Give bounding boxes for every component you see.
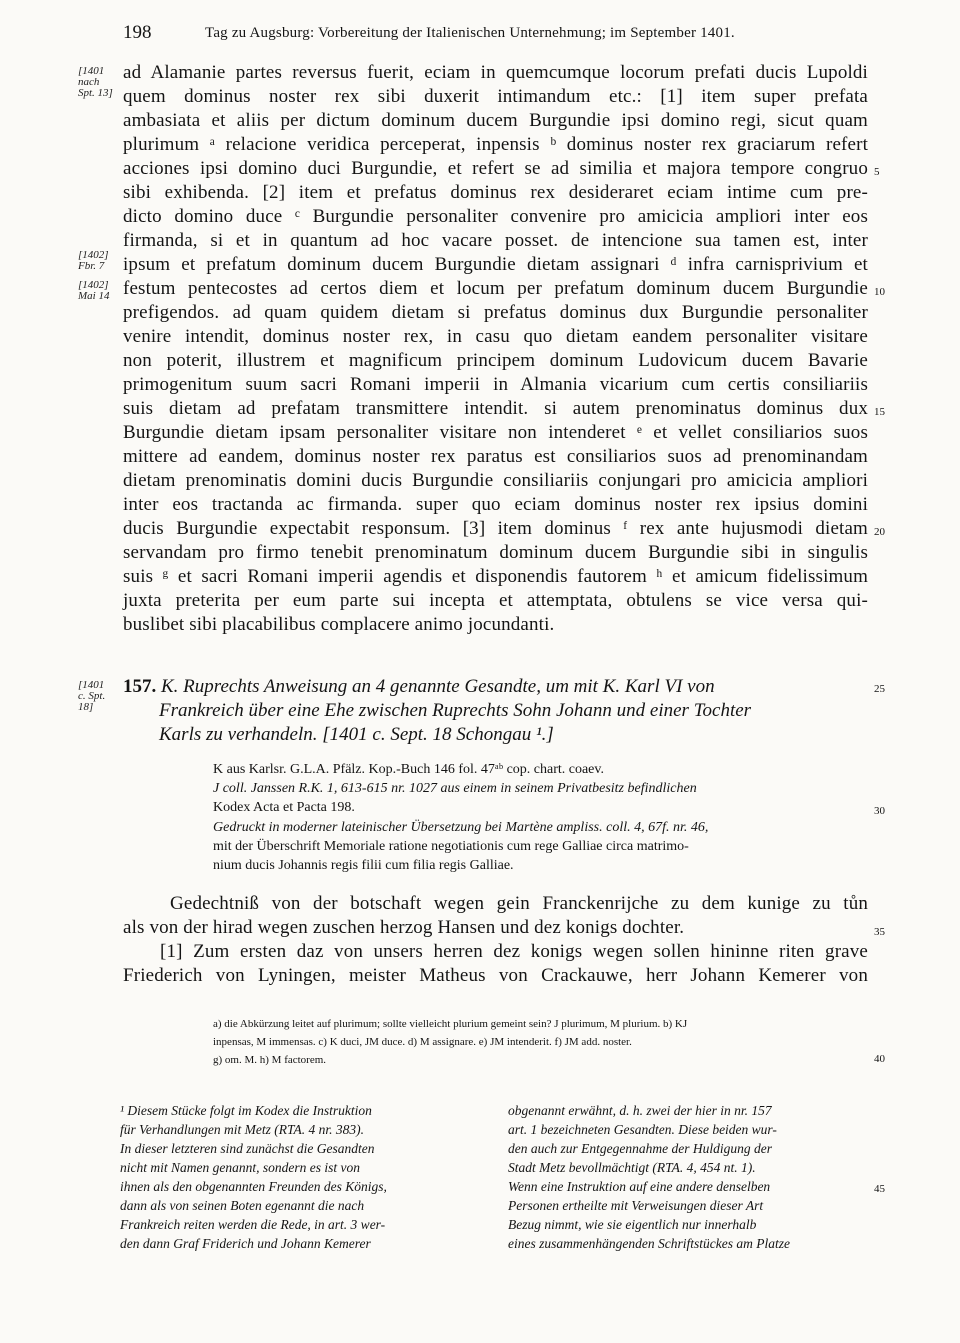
body-line: ambasiata et aliis per dictum dominum ducem Burgundie ipsi domino regi, sicut quam [123,110,868,131]
line-number: 5 [874,166,880,178]
body-line: dicto domino duce ᶜ Burgundie personaliter convenire pro amicicia ampliori inter eos [123,206,868,227]
doc-heading [123,676,715,698]
body-line: non poterit, illustrem et magnificum principem dominum Ludovicum ducem Bavarie [123,350,868,371]
body-line: suis ᵍ et sacri Romani imperii agendis et disponendis fautorem ʰ et amicum fidelissimum [123,566,868,587]
margin-date-note: [1402] Fbr. 7 [78,249,109,272]
footnote-line: ¹ Diesem Stücke folgt im Kodex die Instruktion [120,1103,372,1118]
source-line: Gedruckt in moderner lateinischer Übersetzung bei Martène ampliss. coll. 4, 67f. nr. 46, [213,820,709,835]
running-head: Tag zu Augsburg: Vorbereitung der Italienischen Unternehmung; im September 1401. [205,25,735,41]
footnote-line: für Verhandlungen mit Metz (RTA. 4 nr. 383). [120,1122,364,1137]
margin-date-note: [1401 nach Spt. 13] [78,65,113,99]
body-line: suis dietam ad prefatam transmittere intendit. si autem prenominatus dominus dux [123,398,868,419]
source-line: Kodex Acta et Pacta 198. [213,800,355,815]
body-line: inter eos tractanda ac firmanda. super quo eciam dominus noster rex ipsius domini [123,494,868,515]
line-number: 10 [874,286,885,298]
body-line: prefigendos. ad quam quidem dietam si prefatus dominus dux Burgundie personaliter [123,302,868,323]
line-number: 30 [874,805,885,817]
margin-date-note: [1402] Mai 14 [78,279,110,302]
doc-title-line: Karls zu verhandeln. [1401 c. Sept. 18 Schongau ¹.] [159,724,554,745]
footnote-line: nicht mit Namen genannt, sondern es ist von [120,1160,360,1175]
body-line: plurimum ᵃ relacione veridica perceperat, inpensis ᵇ dominus noster rex graciarum refert [123,134,868,155]
line-number: 15 [874,406,885,418]
body-line: ad Alamanie partes reversus fuerit, eciam in quemcumque locorum prefati ducis Lupoldi [123,62,868,83]
body-line: dietam prenominatis domini ducis Burgundie consiliariis conjungari pro amicicia ampliori [123,470,868,491]
body-line: [1] Zum ersten daz von unsers herren dez konigs wegen sollen hininne riten grave [160,941,868,962]
body-line: als von der hirad wegen zuschen herzog Hansen und dez konigs dochter. [123,917,685,938]
footnote-line: Wenn eine Instruktion auf eine andere denselben [508,1179,771,1194]
body-line: acciones ipsi domino duci Burgundie, et refert se ad similia et majora tempore congruo [123,158,868,179]
body-line: sibi exhibenda. [2] item et prefatus dominus rex desideraret eciam intime cum pre- [123,182,868,203]
page-number: 198 [123,22,152,43]
footnote-line: den dann Graf Friderich und Johann Kemerer [120,1236,371,1251]
apparatus-line: a) die Abkürzung leitet auf plurimum; sollte vielleicht plurium gemeint sein? J plurimum, M plurium. b) KJ [213,1018,688,1030]
line-number: 35 [874,926,885,938]
body-line: ipsum et prefatum dominum ducem Burgundie dietam assignari ᵈ infra carnisprivium et [123,254,868,275]
source-line: nium ducis Johannis regis filii cum filia regis Galliae. [213,858,514,873]
body-line: juxta preterita per eum parte sui incepta et attemptata, obtulens se vice versa qui- [123,590,868,611]
footnote-line: Personen ertheilte mit Verweisungen dieser Art [508,1198,764,1213]
line-number: 25 [874,683,885,695]
footnote-line: eines zusammenhängenden Schriftstückes am Platze [508,1236,790,1251]
body-line: quem dominus noster rex sibi duxerit intimandum etc.: [1] item super prefata [123,86,868,107]
line-number: 45 [874,1183,885,1195]
body-line: venire intendit, dominus noster rex, in casu quo dietam eandem personaliter visitare [123,326,868,347]
source-line: K aus Karlsr. G.L.A. Pfälz. Kop.-Buch 146 fol. 47ᵃᵇ cop. chart. coaev. [213,762,604,777]
doc-title-line: Frankreich über eine Ehe zwischen Ruprechts Sohn Johann und einer Tochter [159,700,752,721]
source-line: J coll. Janssen R.K. 1, 613-615 nr. 1027 aus einem in seinem Privatbesitz befindlichen [213,781,697,796]
body-line: firmanda, si et in quantum ad hoc vacare posset. de intencione sua tamen est, inter [123,230,868,251]
footnote-line: den auch zur Entgegennahme der Huldigung der [508,1141,772,1156]
doc-number: 157. [123,676,157,697]
body-line: Burgundie dietam ipsam personaliter visitare non intenderet ᵉ et vellet consiliarios suos [123,422,868,443]
footnote-line: obgenannt erwähnt, d. h. zwei der hier in nr. 157 [508,1103,772,1118]
body-line: Gedechtniß von der botschaft wegen gein Franckenrijche zu dem kunige zu tůn [170,893,868,914]
footnote-line: Bezug nimmt, wie sie eigentlich nur innerhalb [508,1217,757,1232]
footnote-line: dann als von seinen Boten egenannt die nach [120,1198,365,1213]
body-line: festum pentecostes ad certos diem et locum per prefatum dominum ducem Burgundie [123,278,868,299]
body-line: servandam pro firmo tenebit prenominatum dominum ducem Burgundie sibi in singulis [123,542,868,563]
body-line: primogenitum suum sacri Romani imperii in Almania vicarium cum certis consiliariis [123,374,868,395]
doc-title-line: K. Ruprechts Anweisung an 4 genannte Gesandte, um mit K. Karl VI von [161,676,715,697]
footnote-line: In dieser letzteren sind zunächst die Gesandten [120,1141,375,1156]
margin-date-note: [1401 c. Spt. 18] [78,679,106,713]
apparatus-line: inpensas, M immensas. c) K duci, JM duce. d) M assignare. e) JM intenderit. f) JM add. noster. [213,1036,632,1048]
line-number: 20 [874,526,885,538]
source-line: mit der Überschrift Memoriale ratione negotiationis cum rege Galliae circa matrimo- [213,839,689,854]
body-line: Friederich von Lyningen, meister Matheus von Crackauwe, herr Johann Kemerer von [123,965,868,986]
body-line: mittere ad eandem, dominus noster rex paratus est consiliarios suos ad prenominandam [123,446,868,467]
body-line: ducis Burgundie expectabit responsum. [3] item dominus ᶠ rex ante hujusmodi dietam [123,518,868,539]
body-line: buslibet sibi placabilibus complacere animo jocundanti. [123,614,555,635]
footnote-line: Stadt Metz bevollmächtigt (RTA. 4, 454 nt. 1). [508,1160,756,1175]
footnote-line: ihnen als den obgenannten Freunden des Königs, [120,1179,387,1194]
footnote-line: art. 1 bezeichneten Gesandten. Diese beiden wur- [508,1122,777,1137]
line-number: 40 [874,1053,885,1065]
apparatus-line: g) om. M. h) M factorem. [213,1054,327,1066]
footnote-line: Frankreich reiten werden die Rede, in art. 3 wer- [120,1217,386,1232]
